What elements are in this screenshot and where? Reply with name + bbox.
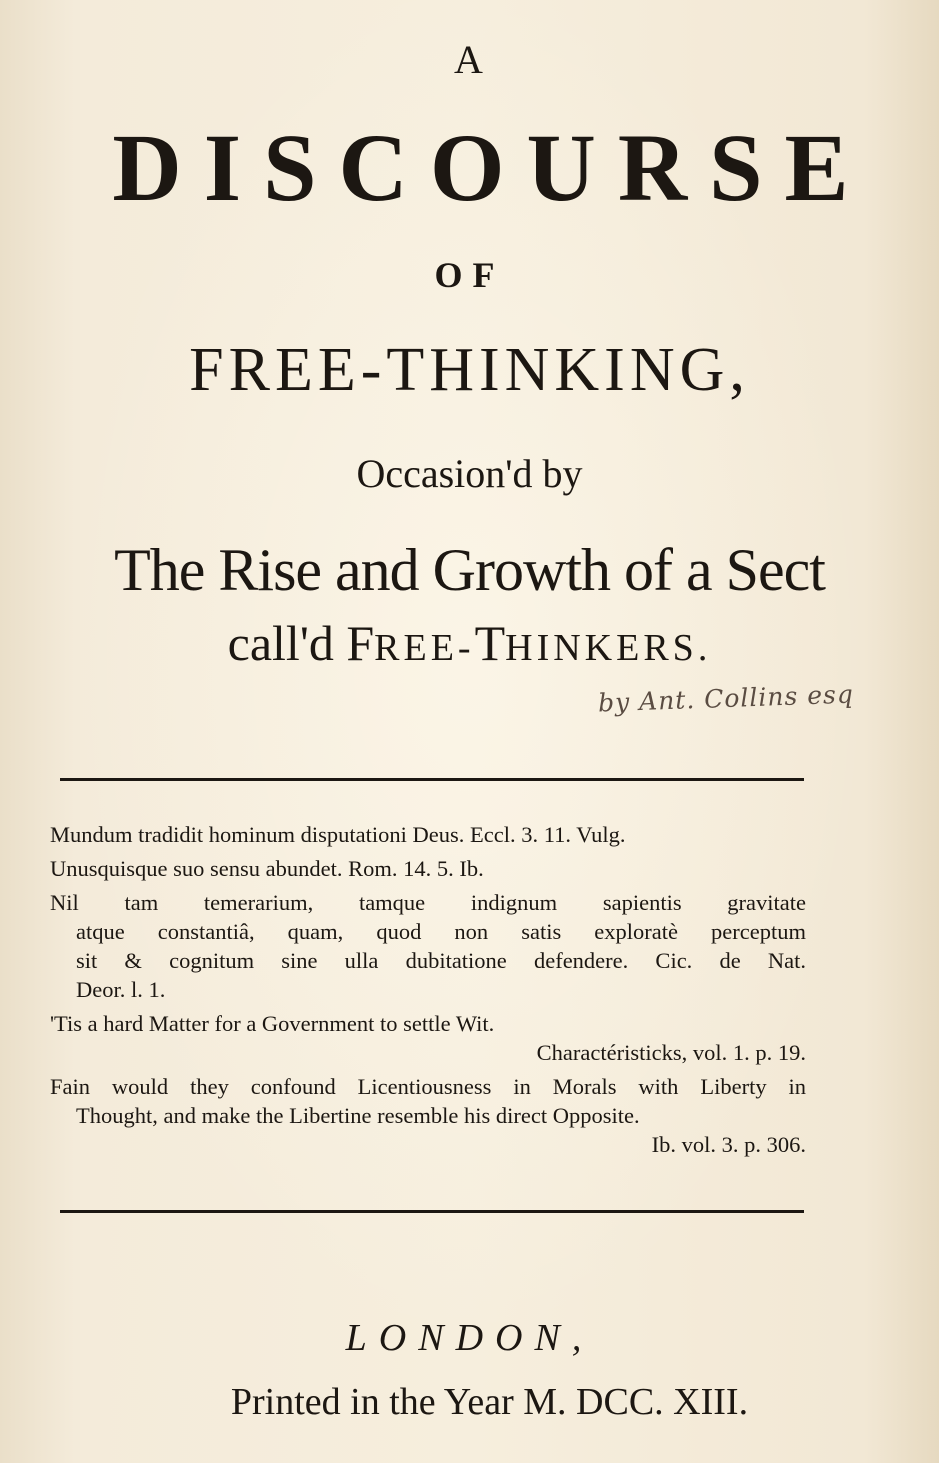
call-small-ree: REE- [374,627,475,669]
epigraph-line: sit & cognitum sine ulla dubitatione defendere. Cic. de Nat. [76,948,806,973]
subtitle-rise-line: The Rise and Growth of a Sect [114,537,825,603]
imprint-date: Printed in the Year M. DCC. XIII. [230,1381,749,1423]
epigraph-4 [50,1009,806,1067]
epigraph-citation: Charactéristicks, vol. 1. p. 19. [536,1040,806,1065]
rule-bottom [60,1210,804,1213]
epigraph-line: Deor. l. 1. [76,977,166,1002]
call-prefix: call'd [227,615,334,671]
epigraph-5 [50,1072,806,1159]
epigraph-line: Unusquisque suo sensu abundet. Rom. 14. 5. Ib. [50,856,484,881]
handwritten-attribution: by Ant. Collins esq [597,679,855,718]
epigraph-3 [50,888,806,1004]
title-subject: FREE-THINKING, [189,336,750,404]
epigraph-line: atque constantiâ, quam, quod non satis exploratè perceptum [76,919,806,944]
call-small-hinkers: HINKERS. [505,627,712,669]
title-of: OF [434,255,505,295]
call-cap-f: F [346,615,375,671]
epigraph-line: Thought, and make the Libertine resemble his direct Opposite. [76,1103,640,1128]
epigraph-line: Fain would they confound Licentiousness in Morals with Liberty in [50,1074,806,1099]
epigraph-line: Mundum tradidit hominum disputationi Deus. Eccl. 3. 11. Vulg. [50,822,626,847]
epigraphs [50,820,806,1164]
epigraph-1 [50,820,806,849]
call-cap-t: T [474,615,506,671]
title-article: A [454,37,485,82]
main-title: DISCOURSE [112,114,871,221]
occasioned-by: Occasion'd by [356,451,583,496]
epigraph-citation: Ib. vol. 3. p. 306. [651,1132,806,1157]
rule-top [60,778,804,781]
epigraph-2 [50,854,806,883]
epigraph-line: Nil tam temerarium, tamque indignum sapientis gravitate [50,890,806,915]
subtitle-call-line [0,614,939,672]
epigraph-line: 'Tis a hard Matter for a Government to settle Wit. [50,1011,495,1036]
imprint-city: LONDON, [345,1317,594,1359]
